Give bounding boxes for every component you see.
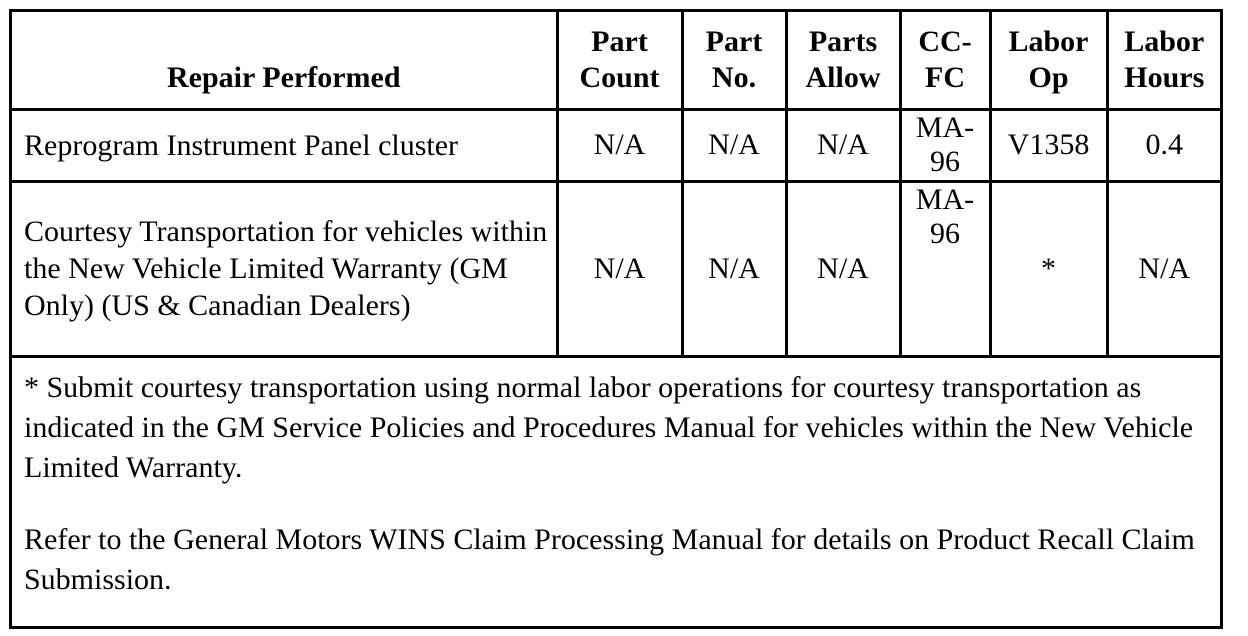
header-labor-op: Labor Op <box>990 12 1107 109</box>
header-part-count: Part Count <box>557 12 682 109</box>
cell-labor-op: V1358 <box>990 109 1107 181</box>
cell-part-no: N/A <box>682 181 786 356</box>
header-part-no: Part No. <box>682 12 786 109</box>
cell-parts-allow: N/A <box>786 181 900 356</box>
header-row <box>12 12 1220 109</box>
table-row <box>12 109 1220 181</box>
cell-labor-op: * <box>990 181 1107 356</box>
courtesy-note: * Submit courtesy transportation using normal labor operations for courtesy transportation as indicated in the GM Service Policies and Procedures Manual for vehicles within the New Vehicle Limited Warranty. <box>24 371 1194 484</box>
header-labor-hours: Labor Hours <box>1107 12 1220 109</box>
cell-repair: Courtesy Transportation for vehicles within the New Vehicle Limited Warranty (GM Only) (US & Canadian Dealers) <box>12 181 557 356</box>
header-parts-allow: Parts Allow <box>786 12 900 109</box>
header-ccfc: CC- FC <box>900 12 990 109</box>
cell-ccfc: MA- 96 <box>900 109 990 181</box>
cell-labor-hours: N/A <box>1107 181 1220 356</box>
cell-repair: Reprogram Instrument Panel cluster <box>12 109 557 181</box>
table-notes <box>24 368 1204 600</box>
labor-operation-table <box>12 12 1220 358</box>
table-row <box>12 181 1220 356</box>
refer-note: Refer to the General Motors WINS Claim Processing Manual for details on Product Recall Claim Submission. <box>24 523 1195 596</box>
cell-ccfc: MA- 96 <box>900 181 990 356</box>
cell-part-count: N/A <box>557 181 682 356</box>
cell-labor-hours: 0.4 <box>1107 109 1220 181</box>
header-repair-performed: Repair Performed <box>12 12 557 109</box>
cell-part-no: N/A <box>682 109 786 181</box>
cell-parts-allow: N/A <box>786 109 900 181</box>
labor-table-frame <box>9 9 1223 629</box>
cell-part-count: N/A <box>557 109 682 181</box>
